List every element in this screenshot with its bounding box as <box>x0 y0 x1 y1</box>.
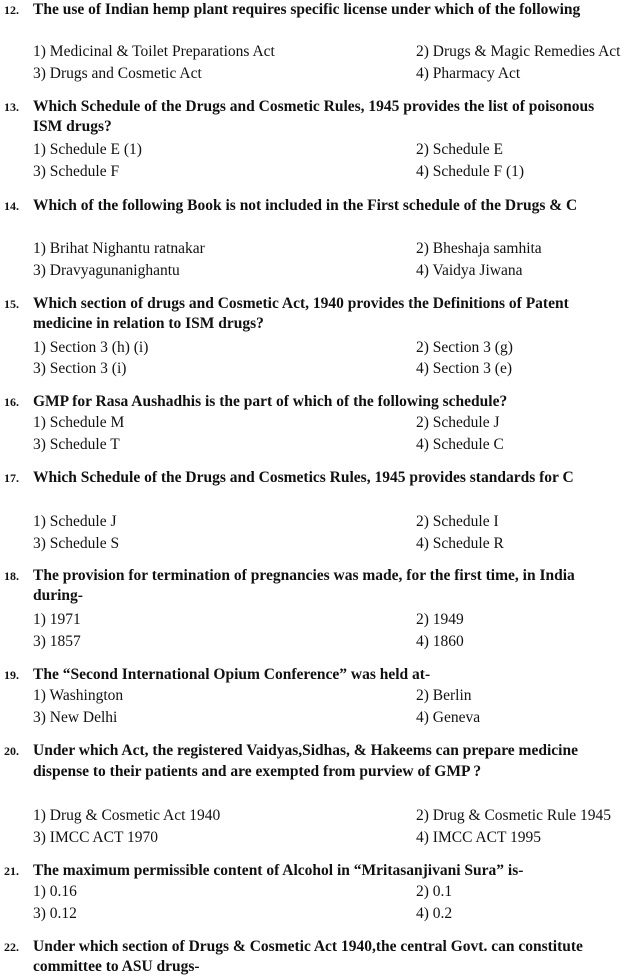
question-number: 14. <box>4 199 19 213</box>
option-1: 1) Brihat Nighantu ratnakar <box>33 240 205 257</box>
option-1: 1) Drug & Cosmetic Act 1940 <box>33 807 221 824</box>
question-text: Which Schedule of the Drugs and Cosmetics Rules, 1945 provides standards for C <box>33 469 574 486</box>
option-4: 4) Schedule R <box>416 535 504 552</box>
question-number: 12. <box>4 3 19 17</box>
option-4: 4) 0.2 <box>416 905 453 922</box>
question-text-continued: committee to ASU drugs- <box>33 958 200 975</box>
question-text: The use of Indian hemp plant requires specific license under which of the following <box>33 1 581 18</box>
option-1: 1) 0.16 <box>33 883 77 900</box>
question-text: The maximum permissible content of Alcohol in “Mritasanjivani Sura” is- <box>33 862 524 879</box>
question-number: 17. <box>4 471 19 485</box>
option-1: 1) Washington <box>33 687 124 704</box>
option-2: 2) Schedule J <box>416 414 500 431</box>
option-3: 3) Section 3 (i) <box>33 360 127 377</box>
question-text: Under which Act, the registered Vaidyas,Sidhas, & Hakeems can prepare medicine <box>33 742 578 759</box>
option-1: 1) Schedule J <box>33 513 117 530</box>
question-text-continued: dispense to their patients and are exempted from purview of GMP ? <box>33 763 482 780</box>
option-3: 3) 0.12 <box>33 905 77 922</box>
option-3: 3) Schedule S <box>33 535 120 552</box>
option-4: 4) Schedule C <box>416 436 504 453</box>
option-4: 4) Pharmacy Act <box>416 65 521 82</box>
question-text: The provision for termination of pregnancies was made, for the first time, in India <box>33 567 575 584</box>
question-number: 18. <box>4 569 19 583</box>
question-number: 20. <box>4 744 19 758</box>
question-text-continued: ISM drugs? <box>33 118 112 135</box>
question-number: 15. <box>4 297 19 311</box>
option-1: 1) Medicinal & Toilet Preparations Act <box>33 43 275 60</box>
option-4: 4) IMCC ACT 1995 <box>416 829 542 846</box>
option-3: 3) Dravyagunanighantu <box>33 262 180 279</box>
option-3: 3) IMCC ACT 1970 <box>33 829 159 846</box>
option-2: 2) Schedule E <box>416 141 503 158</box>
option-3: 3) Drugs and Cosmetic Act <box>33 65 202 82</box>
option-2: 2) Section 3 (g) <box>416 339 513 356</box>
option-1: 1) 1971 <box>33 611 81 628</box>
option-4: 4) Schedule F (1) <box>416 163 525 180</box>
option-2: 2) 0.1 <box>416 883 453 900</box>
question-number: 16. <box>4 395 19 409</box>
question-text: GMP for Rasa Aushadhis is the part of which of the following schedule? <box>33 393 508 410</box>
option-1: 1) Schedule M <box>33 414 125 431</box>
option-4: 4) Vaidya Jiwana <box>416 262 523 279</box>
question-number: 21. <box>4 864 19 878</box>
question-text: Which section of drugs and Cosmetic Act, 1940 provides the Definitions of Patent <box>33 295 569 312</box>
option-2: 2) Schedule I <box>416 513 499 530</box>
option-4: 4) Geneva <box>416 709 481 726</box>
question-text: The “Second International Opium Conference” was held at- <box>33 666 431 683</box>
option-1: 1) Section 3 (h) (i) <box>33 339 149 356</box>
option-3: 3) 1857 <box>33 633 81 650</box>
option-1: 1) Schedule E (1) <box>33 141 142 158</box>
question-text-continued: during- <box>33 587 83 604</box>
option-2: 2) Drug & Cosmetic Rule 1945 <box>416 807 612 824</box>
option-2: 2) Bheshaja samhita <box>416 240 542 257</box>
question-text-continued: medicine in relation to ISM drugs? <box>33 315 264 332</box>
option-4: 4) Section 3 (e) <box>416 360 512 377</box>
option-2: 2) 1949 <box>416 611 464 628</box>
option-3: 3) New Delhi <box>33 709 118 726</box>
question-number: 22. <box>4 940 19 954</box>
question-text: Under which section of Drugs & Cosmetic Act 1940,the central Govt. can constitute <box>33 938 583 955</box>
option-3: 3) Schedule F <box>33 163 120 180</box>
question-number: 13. <box>4 100 19 114</box>
question-text: Which Schedule of the Drugs and Cosmetic Rules, 1945 provides the list of poisonous <box>33 98 595 115</box>
option-3: 3) Schedule T <box>33 436 120 453</box>
question-text: Which of the following Book is not included in the First schedule of the Drugs & C <box>33 197 578 214</box>
option-2: 2) Berlin <box>416 687 472 704</box>
question-number: 19. <box>4 668 19 682</box>
option-2: 2) Drugs & Magic Remedies Act <box>416 43 621 60</box>
option-4: 4) 1860 <box>416 633 464 650</box>
